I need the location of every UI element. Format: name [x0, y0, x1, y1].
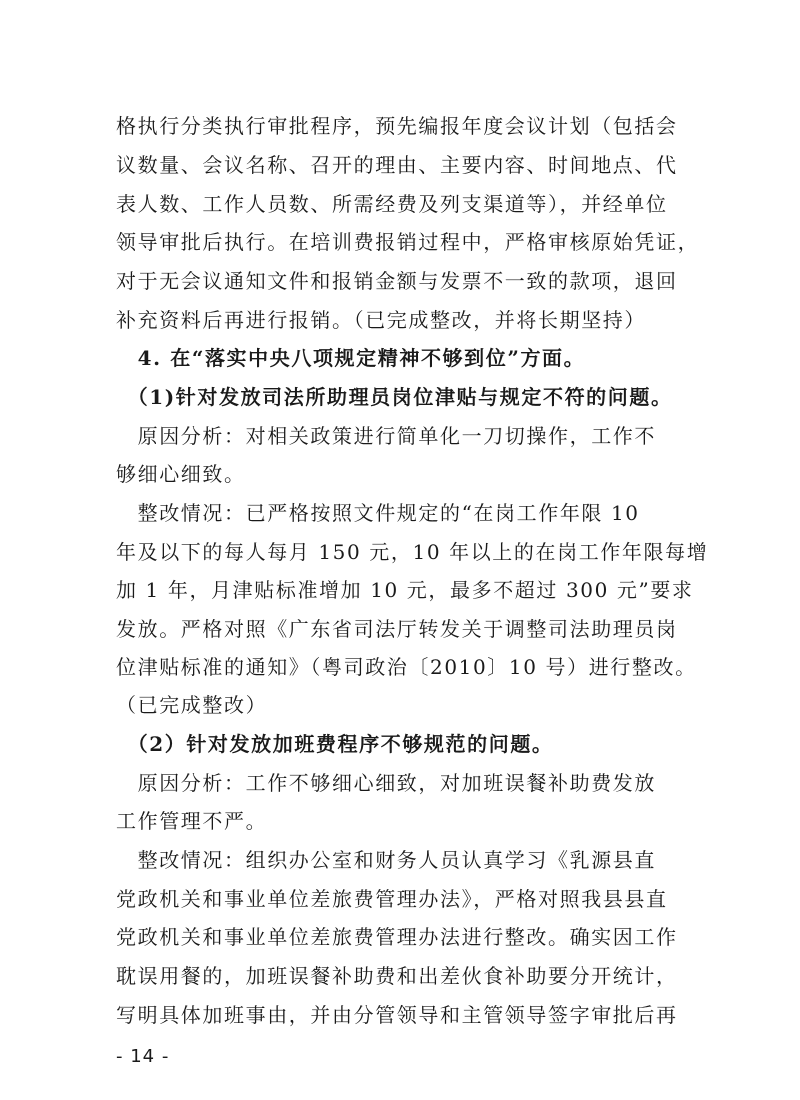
text-line: 领导审批后执行。在培训费报销过程中，严格审核原始凭证， — [116, 230, 700, 254]
text-line: 补充资料后再进行报销。（已完成整改，并将长期坚持） — [116, 308, 646, 332]
text-line: 议数量、会议名称、召开的理由、主要内容、时间地点、代 — [116, 153, 678, 177]
text-line: 加 1 年，月津贴标准增加 10 元，最多不超过 300 元”要求 — [116, 578, 694, 602]
text-line: 够细心细致。 — [116, 462, 246, 486]
subsection-heading: （2）针对发放加班费程序不够规范的问题。 — [116, 732, 554, 756]
text-line: 写明具体加班事由，并由分管领导和主管领导签字审批后再 — [116, 1003, 678, 1027]
text-line: 整改情况：已严格按照文件规定的“在岗工作年限 10 — [116, 501, 640, 525]
text-line: 原因分析：对相关政策进行简单化一刀切操作，工作不 — [116, 424, 656, 448]
text-line: 党政机关和事业单位差旅费管理办法》，严格对照我县县直 — [116, 887, 668, 911]
text-line: 耽误用餐的，加班误餐补助费和出差伙食补助要分开统计， — [116, 964, 678, 988]
page-number: - 14 - — [116, 1046, 170, 1067]
text-line: 格执行分类执行审批程序，预先编报年度会议计划（包括会 — [116, 114, 678, 138]
text-line: 年及以下的每人每月 150 元，10 年以上的在岗工作年限每增 — [116, 540, 709, 564]
text-line: 党政机关和事业单位差旅费管理办法进行整改。确实因工作 — [116, 925, 678, 949]
text-line: （已完成整改） — [116, 693, 268, 717]
text-line: 原因分析：工作不够细心细致，对加班误餐补助费发放 — [116, 771, 656, 795]
text-line: 发放。严格对照《广东省司法厅转发关于调整司法助理员岗 — [116, 617, 678, 641]
section-heading: 4. 在“落实中央八项规定精神不够到位”方面。 — [116, 346, 586, 370]
subsection-heading: （1)针对发放司法所助理员岗位津贴与规定不符的问题。 — [116, 385, 673, 409]
text-line: 整改情况：组织办公室和财务人员认真学习《乳源县直 — [116, 848, 656, 872]
text-line: 表人数、工作人员数、所需经费及列支渠道等），并经单位 — [116, 192, 668, 216]
text-line: 对于无会议通知文件和报销金额与发票不一致的款项，退回 — [116, 269, 678, 293]
text-line: 工作管理不严。 — [116, 809, 268, 833]
text-line: 位津贴标准的通知》（粤司政治〔2010〕10 号）进行整改。 — [116, 655, 697, 679]
